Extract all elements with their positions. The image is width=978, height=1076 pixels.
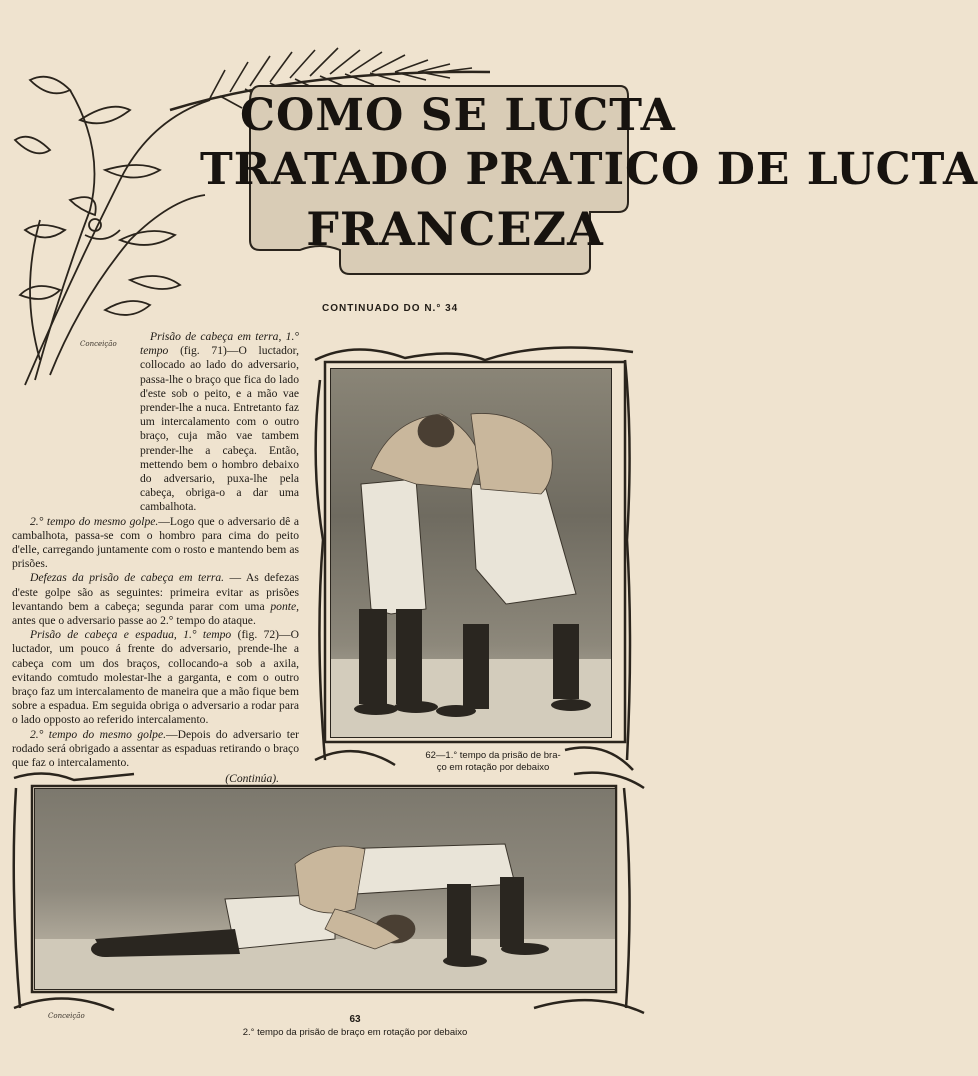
continued-note: CONTINUADO DO N.° 34 (322, 303, 459, 314)
paragraph-5 (12, 728, 299, 771)
paragraph-3-heading: Defezas da prisão de cabeça em terra. (30, 571, 225, 585)
title-line-2: TRATADO PRATICO DE LUCTA (200, 144, 978, 195)
to-be-continued: (Continúa). (225, 772, 279, 786)
wrestlers-ground-photo (34, 788, 616, 990)
paragraph-5-heading: 2.° tempo do mesmo golpe. (30, 727, 167, 741)
paragraph-5-text: —Depois do adversario ter rodado será obrigado a assentar as espaduas retirando o braço que faz o intercalamento. (12, 727, 299, 770)
paragraph-1-ref: (fig. 71) (180, 344, 227, 358)
paragraph-4-heading: Prisão de cabeça e espadua, 1.° tempo (30, 628, 232, 642)
paragraph-3-emphasis: ponte, (270, 599, 299, 613)
wrestlers-standing-photo (330, 368, 612, 738)
paragraph-3-text-a: — As defezas d'este golpe são as seguintes: primeira evitar as prisões levantando bem a cabeça; segunda parar com uma (12, 571, 300, 613)
paragraph-2-heading: 2.° tempo do mesmo golpe. (30, 514, 159, 528)
bottom-photo-caption: 2.° tempo da prisão de braço em rotação por debaixo (242, 1027, 468, 1038)
title-line-3: FRANCEZA (306, 202, 604, 256)
article-body (12, 330, 299, 787)
paragraph-2-text: —Logo que o adversario dê a cambalhota, passa-se com o hombro para cima do peito d'elle, carregando juntamente com o rosto e mantendo bem as prisões. (12, 514, 299, 571)
paragraph-1-subheading: 1.° tempo (140, 330, 300, 358)
paragraph-1 (12, 330, 299, 515)
bottom-artist-signature: Conceição (48, 1012, 85, 1020)
title-line-1: COMO SE LUCTA (240, 90, 676, 141)
title-banner (200, 82, 978, 277)
paragraph-1-text: —O luctador, collocado ao lado do adversario, passa-lhe o braço que fica do lado d'este sob o peito, e a mão vae prender-lhe a nuca. Entretanto faz um intercalamento com o outro braço, cuja mão vae tambem prender-lhe a cabeça. Então, mettendo bem o hombro debaixo do adversario, puxa-lhe pela cabeça, obriga-o a dar uma cambalhota. (140, 344, 299, 514)
paragraph-4 (12, 628, 299, 727)
artist-signature: Conceição (80, 340, 117, 348)
paragraph-4-text: (fig. 72)—O luctador, um pouco á frente do adversario, prende-lhe a cabeça com um dos braços, collocando-a sob a axila, evitando comtudo molestar-lhe a garganta, e com o outro braço faz um intercalamento de maneira que a mão fique bem sobre a espadua. Em seguida obriga o adversario a rodar para o lado opposto ao referido intercalamento. (12, 628, 300, 727)
paragraph-1-heading: Prisão de cabeça em terra, (150, 330, 282, 343)
wrestlers-standing-illustration (331, 369, 611, 737)
right-caption-line-2: ço em rotação por debaixo (436, 762, 550, 773)
paragraph-2 (12, 515, 299, 572)
wrestlers-ground-illustration (35, 789, 615, 989)
paragraph-3 (12, 571, 299, 628)
paragraph-3-text-b: antes que o adversario passe ao 2.° tempo do ataque. (12, 614, 256, 628)
page-number: 63 (349, 1014, 361, 1025)
right-caption-line-1: 62—1.° tempo da prisão de bra- (425, 750, 561, 761)
